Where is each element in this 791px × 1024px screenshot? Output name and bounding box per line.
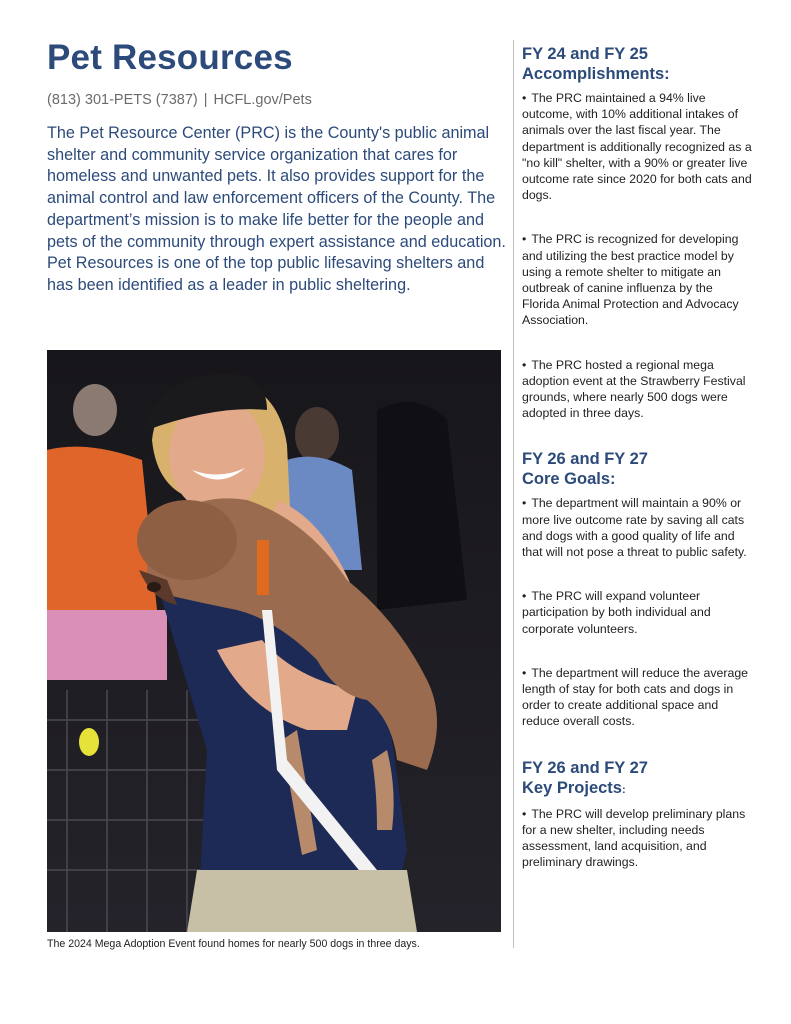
website-link[interactable]: HCFL.gov/Pets	[213, 92, 312, 108]
contact-line	[47, 92, 312, 108]
core-goal-item	[522, 495, 752, 560]
event-photo	[47, 350, 501, 932]
key-projects-heading	[522, 758, 752, 800]
core-goals-heading-line1: FY 26 and FY 27	[522, 450, 648, 469]
key-project-text: The PRC will develop preliminary plans for a new shelter, including needs assessment, land acquisition, and preliminary drawings.	[522, 806, 746, 870]
accomplishment-item	[522, 357, 752, 422]
right-column	[522, 44, 752, 899]
photo-caption: The 2024 Mega Adoption Event found homes for nearly 500 dogs in three days.	[47, 938, 420, 950]
bullet-icon: •	[522, 357, 527, 372]
core-goal-text: The department will reduce the average length of stay for both cats and dogs in order to create additional space and reduce overall costs.	[522, 665, 748, 729]
bullet-icon: •	[522, 496, 527, 511]
key-projects-heading-text: Key Projects	[522, 778, 622, 797]
accomplishment-text: The PRC hosted a regional mega adoption event at the Strawberry Festival grounds, where nearly 500 dogs were adopted in three days.	[522, 357, 746, 421]
core-goal-item	[522, 588, 752, 637]
event-photo-illustration	[47, 350, 501, 932]
column-divider	[513, 40, 514, 948]
core-goal-item	[522, 665, 752, 730]
core-goals-heading	[522, 449, 752, 489]
accomplishment-text: The PRC is recognized for developing and utilizing the best practice model by using a remote shelter to mitigate an outbreak of canine influenza by the Florida Animal Protection and Advocacy Association.	[522, 232, 739, 328]
core-goal-text: The department will maintain a 90% or more live outcome rate by saving all cats and dogs with a good quality of life and that will not pose a threat to public safety.	[522, 496, 747, 560]
contact-separator: |	[203, 92, 208, 108]
key-projects-heading-line2	[522, 778, 752, 800]
key-projects-heading-line1: FY 26 and FY 27	[522, 758, 648, 777]
accomplishment-item	[522, 90, 752, 203]
bullet-icon: •	[522, 806, 527, 821]
accomplishments-section	[522, 44, 752, 421]
accomplishments-heading-line1: FY 24 and FY 25	[522, 45, 648, 63]
page-title: Pet Resources	[47, 38, 293, 77]
bullet-icon: •	[522, 232, 527, 247]
key-project-item	[522, 806, 752, 871]
core-goals-heading-line2: Core Goals:	[522, 470, 616, 489]
accomplishments-heading	[522, 44, 752, 84]
bullet-icon: •	[522, 91, 527, 105]
key-projects-section	[522, 758, 752, 871]
intro-paragraph: The Pet Resource Center (PRC) is the County's public animal shelter and community service organization that cares for homeless and unwanted pets. It also provides support for the animal control and law enforcement officers of the County. The department’s mission is to make life better for the people and pets of the community through expert assistance and education. Pet Resources is one of the top public lifesaving shelters and has been identified as a leader in public sheltering.	[47, 124, 506, 294]
accomplishments-heading-line2: Accomplishments:	[522, 65, 670, 83]
key-projects-heading-colon: :	[621, 783, 626, 796]
accomplishment-text: The PRC maintained a 94% live outcome, with 10% additional intakes of animals over the last fiscal year. The department is additionally recognized as a "no kill" shelter, with a 90% or greater live outcome rate since 2020 for both cats and dogs.	[522, 91, 752, 203]
phone-number: (813) 301-PETS (7387)	[47, 92, 198, 108]
accomplishment-item	[522, 231, 752, 328]
core-goals-section	[522, 449, 752, 729]
bullet-icon: •	[522, 589, 527, 604]
core-goal-text: The PRC will expand volunteer participation by both individual and corporate volunteers.	[522, 589, 711, 636]
bullet-icon: •	[522, 665, 527, 680]
